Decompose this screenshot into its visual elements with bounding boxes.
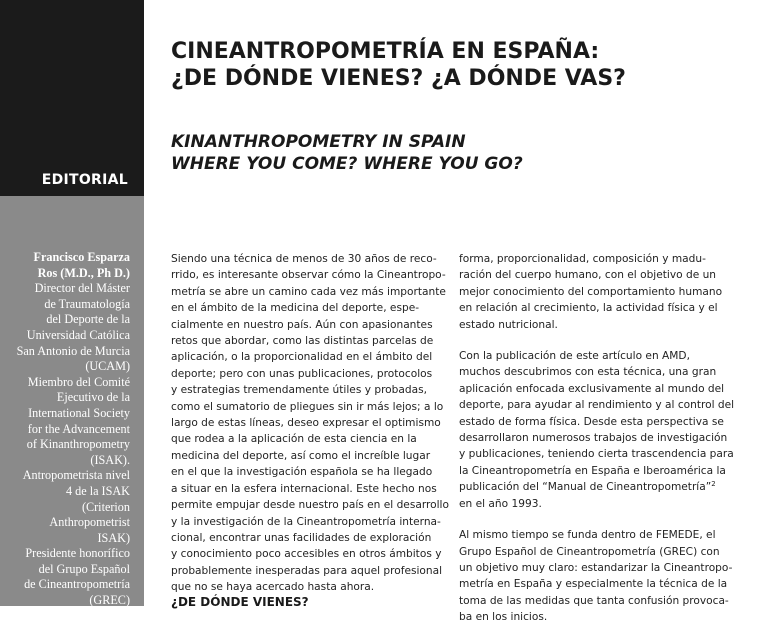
text-line: Al mismo tiempo se funda dentro de FEMEDE, el [459, 529, 716, 542]
paragraph [459, 527, 749, 625]
text-line: en el ámbito de la medicina del deporte, espe- [171, 302, 420, 315]
text-line: y la investigación de la Cineantropometría interna- [171, 515, 441, 528]
text-line: en relación al crecimiento, la actividad física y el [459, 302, 718, 315]
text-line: y conocimiento poco accesibles en otros ámbitos y [171, 548, 442, 561]
affiliation-line: 4 de la ISAK [66, 483, 130, 498]
affiliation-line: (UCAM) [85, 359, 130, 374]
text-line: estado nutricional. [459, 318, 558, 331]
english-title-line: KINANTHROPOMETRY IN SPAIN [171, 132, 466, 152]
text-line: cialmente en nuestro país. Aún con apasionantes [171, 318, 433, 331]
text-line: medicina del deporte, así como el increíble lugar [171, 449, 431, 462]
affiliation-line: del Deporte de la [46, 312, 130, 327]
text-line: un objetivo muy claro: estandarizar la Cineantropo- [459, 561, 733, 574]
text-line: la Cineantropometría en España e Iberoamérica la [459, 464, 726, 477]
text-line: mejor conocimiento del comportamiento humano [459, 285, 723, 298]
author-sidebar [0, 196, 144, 606]
text-line: muchos descubrimos con esta técnica, una gran [459, 366, 717, 379]
text-line [459, 479, 749, 495]
text-line: forma, proporcionalidad, composición y madu- [459, 253, 706, 265]
text-line: ba en los inicios. [459, 611, 548, 624]
body-column-left [171, 251, 449, 611]
affiliation-line: (Criterion [81, 499, 130, 514]
affiliation-line: for the Advancement [27, 421, 130, 436]
affiliation-line: ISAK) [97, 530, 130, 545]
english-title-line: WHERE YOU COME? WHERE YOU GO? [171, 154, 523, 174]
body-column-right [459, 251, 749, 641]
affiliation-line: de Traumatología [44, 296, 130, 311]
text-line: cional, encontrar unas facilidades de exploración [171, 531, 432, 544]
english-title [171, 131, 523, 175]
manual-citation: publicación del “Manual de Cineantropometría” [459, 481, 712, 494]
text-line: metría en España y especialmente la técnica de la [459, 578, 728, 591]
affiliation-line: de Cineantropometría [24, 577, 130, 592]
text-line: y publicaciones, teniendo cierta trascendencia para [459, 448, 734, 461]
text-line: rrido, es interesante observar cómo la Cineantropo- [171, 269, 446, 282]
affiliation-line: International Society [28, 405, 130, 420]
text-line: largo de estas líneas, deseo expresar el optimismo [171, 417, 441, 430]
text-line: probablemente inesperadas para aquel profesional [171, 564, 443, 577]
text-line: en el año 1993. [459, 497, 542, 510]
text-line: que rodea a la aplicación de esta ciencia en la [171, 433, 417, 446]
paragraph [171, 251, 449, 596]
sidebar-header-band [0, 0, 144, 196]
author-affiliation [0, 281, 130, 608]
spanish-title-line: CINEANTROPOMETRÍA EN ESPAÑA: [171, 39, 600, 64]
text-line: y estrategias tremendamente útiles y probadas, [171, 384, 427, 397]
text-line: Siendo una técnica de menos de 30 años de reco- [171, 253, 437, 265]
affiliation-line: Antropometrista nivel [22, 468, 130, 483]
affiliation-line: Anthropometrist [49, 515, 130, 530]
affiliation-line: Universidad Católica [26, 327, 130, 342]
affiliation-line: Director del Máster [34, 281, 130, 296]
text-line: estado de forma física. Desde esta perspectiva se [459, 415, 724, 428]
paragraph [459, 251, 749, 333]
affiliation-line: Presidente honorífico [25, 546, 130, 561]
text-line: aplicación, o la proporcionalidad en el ámbito del [171, 351, 433, 364]
author-name-line: Ros (M.D., Ph D.) [37, 265, 130, 280]
text-line: deporte; pero con unas publicaciones, protocolos [171, 367, 433, 380]
text-line: Grupo Español de Cineantropometría (GREC) con [459, 545, 720, 558]
text-line: metría se abre un camino cada vez más importante [171, 285, 446, 298]
footnote-marker: 2 [711, 480, 716, 489]
text-line: aplicación enfocada exclusivamente al mundo del [459, 382, 725, 395]
text-line: como el sumatorio de pliegues sin ir más lejos; a lo [171, 400, 444, 413]
affiliation-line: (GREC) [89, 593, 130, 608]
section-subheading: ¿DE DÓNDE VIENES? [171, 595, 309, 609]
text-line: toma de las medidas que tanta confusión provoca- [459, 594, 729, 607]
text-line: en el que la investigación española se ha llegado [171, 466, 433, 479]
text-line: desarrollaron numerosos trabajos de investigación [459, 432, 728, 445]
affiliation-line: (ISAK). [90, 452, 130, 467]
text-line: retos que abordar, como las distintas parcelas de [171, 335, 434, 348]
affiliation-line: Miembro del Comité [27, 374, 130, 389]
spanish-title [171, 38, 626, 92]
author-name [0, 250, 130, 281]
text-line: ración del cuerpo humano, con el objetivo de un [459, 269, 717, 282]
text-line: permite empujar desde nuestro país en el desarrollo [171, 499, 449, 512]
author-name-line: Francisco Esparza [33, 250, 130, 264]
affiliation-line: San Antonio de Murcia [16, 343, 130, 358]
spanish-title-line: ¿DE DÓNDE VIENES? ¿A DÓNDE VAS? [171, 66, 626, 91]
affiliation-line: del Grupo Español [38, 561, 130, 576]
author-info [0, 250, 130, 609]
section-label: EDITORIAL [41, 172, 128, 188]
text-line: que no se haya acercado hasta ahora. [171, 581, 375, 594]
paragraph [459, 348, 749, 512]
text-line: a situar en la esfera internacional. Este hecho nos [171, 482, 437, 495]
affiliation-line: Ejecutivo de la [56, 390, 130, 405]
affiliation-line: of Kinanthropometry [26, 437, 130, 452]
text-line: Con la publicación de este artículo en AMD, [459, 350, 690, 363]
text-line: deporte, para ayudar al rendimiento y al control del [459, 399, 735, 412]
